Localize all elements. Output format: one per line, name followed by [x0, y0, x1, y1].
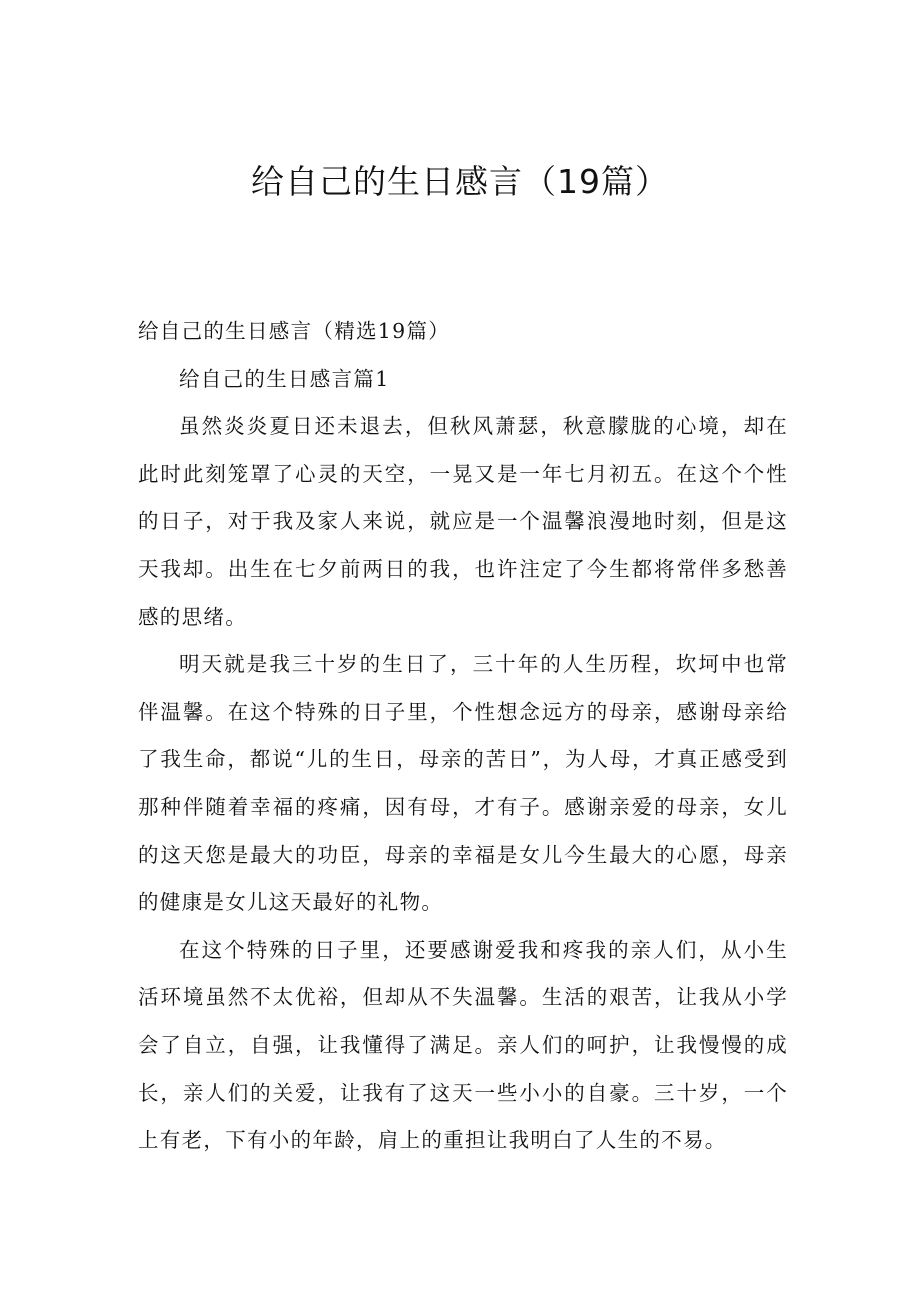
body-paragraph-3: 在这个特殊的日子里，还要感谢爱我和疼我的亲人们，从小生活环境虽然不太优裕，但却从不失温馨。生活的艰苦，让我从小学会了自立，自强，让我懂得了满足。亲人们的呵护，让我慢慢的成长，亲人们的关爱，让我有了这天一些小小的自豪。三十岁，一个上有老，下有小的年龄，肩上的重担让我明白了人生的不易。	[138, 937, 788, 1153]
section-heading: 给自己的生日感言篇1	[179, 366, 390, 391]
document-title: 给自己的生日感言（19篇）	[251, 162, 669, 201]
document-body	[138, 308, 788, 1165]
body-paragraph-2: 明天就是我三十岁的生日了，三十年的人生历程，坎坷中也常伴温馨。在这个特殊的日子里，个性想念远方的母亲，感谢母亲给了我生命，都说“儿的生日，母亲的苦日”，为人母，才真正感受到那种伴随着幸福的疼痛，因有母，才有子。感谢亲爱的母亲，女儿的这天您是最大的功臣，母亲的幸福是女儿今生最大的心愿，母亲的健康是女儿这天最好的礼物。	[138, 652, 788, 915]
body-paragraph-1: 虽然炎炎夏日还未退去，但秋风萧瑟，秋意朦胧的心境，却在此时此刻笼罩了心灵的天空，一晃又是一年七月初五。在这个个性的日子，对于我及家人来说，就应是一个温馨浪漫地时刻，但是这天我却。出生在七夕前两日的我，也许注定了今生都将常伴多愁善感的思绪。	[138, 414, 788, 629]
document-subtitle: 给自己的生日感言（精选19篇）	[138, 319, 451, 343]
